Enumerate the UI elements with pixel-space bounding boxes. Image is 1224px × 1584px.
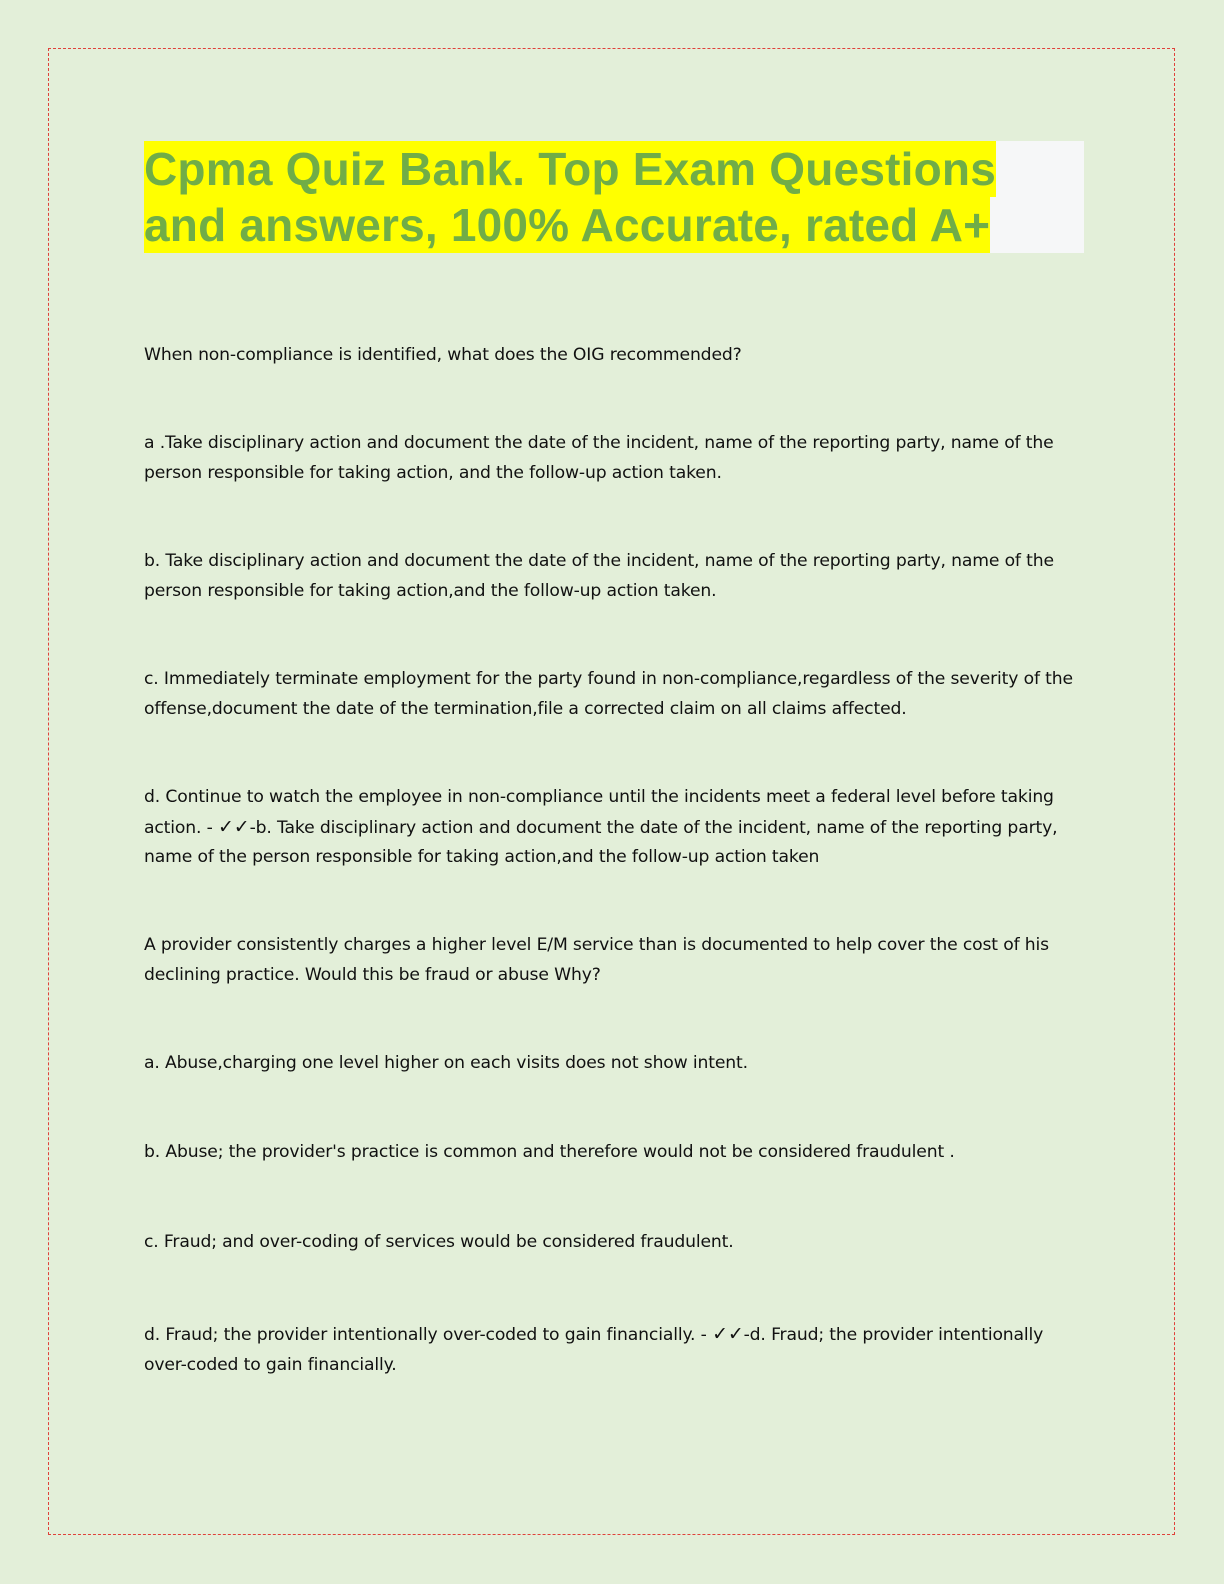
- checkmark-icon: ✓✓: [218, 815, 250, 838]
- document-title: [144, 141, 1084, 253]
- q2-answer: -d. Fraud; the provider intentionally over-coded to gain financially.: [144, 1325, 1044, 1375]
- q1-question: When non-compliance is identified, what does the OIG recommended?: [144, 345, 742, 365]
- q1-answer: -b. Take disciplinary action and document the date of the incident, name of the reporting party, name of the person responsible for taking action,and the follow-up action taken: [144, 817, 1058, 867]
- q1-option-a: a .Take disciplinary action and document the date of the incident, name of the reporting party, name of the person responsible for taking action, and the follow-up action taken.: [144, 433, 1054, 483]
- q2-option-d-text: d. Fraud; the provider intentionally over-coded to gain financially. -: [144, 1325, 707, 1345]
- checkmark-icon: ✓✓: [712, 1323, 744, 1345]
- q2-option-d: [144, 1320, 1084, 1380]
- q2-question: A provider consistently charges a higher level E/M service than is documented to help cover the cost of his declining practice. Would this be fraud or abuse Why?: [144, 935, 1049, 985]
- q1-option-d: [144, 783, 1084, 873]
- q2-option-c: c. Fraud; and over-coding of services would be considered fraudulent.: [144, 1232, 734, 1252]
- q1-option-c: c. Immediately terminate employment for the party found in non-compliance,regardless of the severity of the offense,document the date of the termination,file a corrected claim on all claims affected.: [144, 669, 1073, 719]
- q1-option-d-text: d. Continue to watch the employee in non-compliance until the incidents meet a federal level before taking action. -: [144, 787, 1054, 838]
- q2-option-b: b. Abuse; the provider's practice is common and therefore would not be considered fraudulent .: [144, 1142, 955, 1162]
- q1-option-b: b. Take disciplinary action and document the date of the incident, name of the reporting party, name of the person responsible for taking action,and the follow-up action taken.: [144, 551, 1054, 601]
- title-line-2: and answers, 100% Accurate, rated A+: [144, 199, 991, 251]
- title-line-1: Cpma Quiz Bank. Top Exam Questions: [144, 143, 996, 195]
- q2-option-a: a. Abuse,charging one level higher on each visits does not show intent.: [144, 1053, 748, 1073]
